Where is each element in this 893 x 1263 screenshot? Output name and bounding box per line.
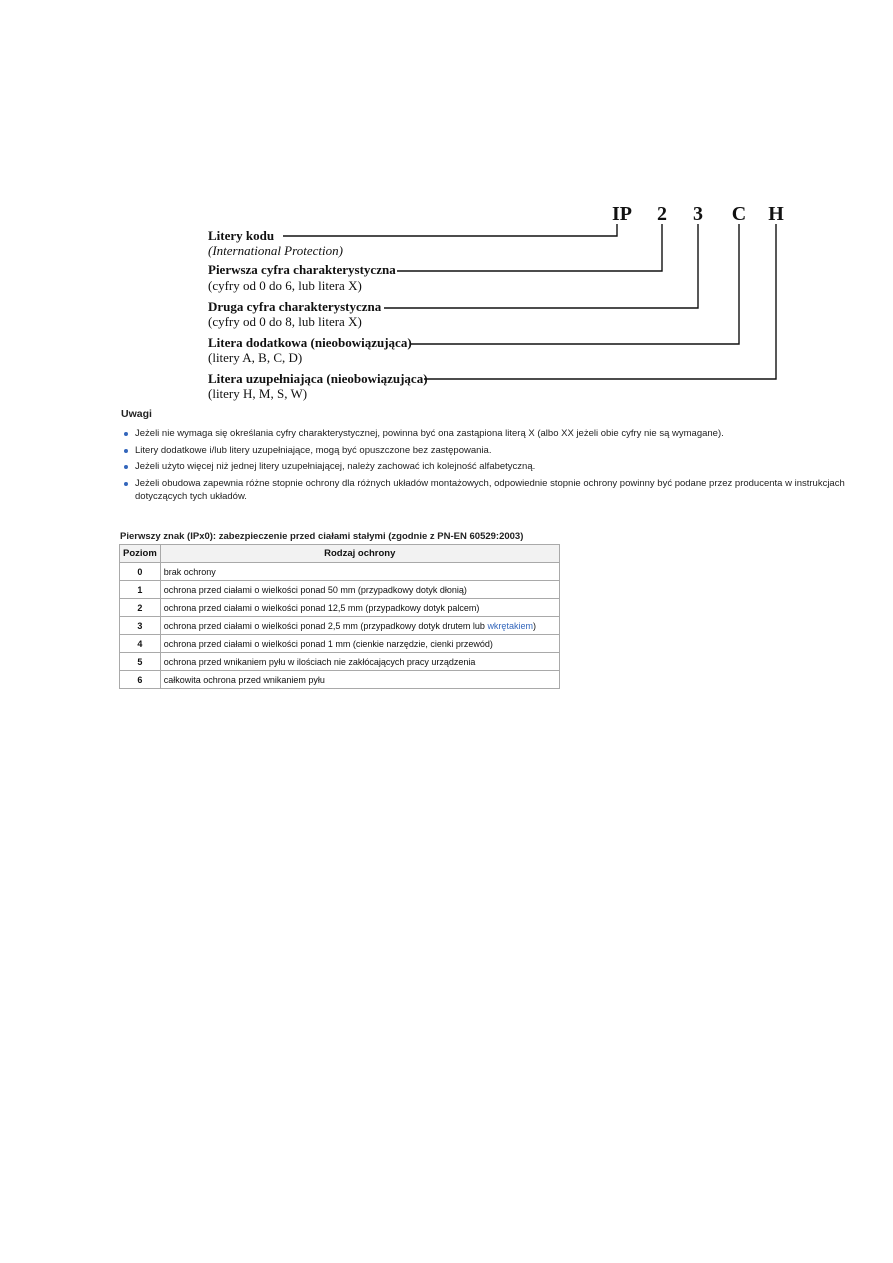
table-row xyxy=(120,581,560,599)
connector-line-first-digit xyxy=(397,224,662,271)
solid-protection-table xyxy=(119,544,560,689)
solid-protection-table-block xyxy=(119,531,560,689)
header-level: Poziom xyxy=(120,545,161,563)
row-description: ochrona przed ciałami o wielkości ponad 1 mm (cienkie narzędzie, cienki przewód) xyxy=(160,635,559,653)
table-row xyxy=(120,635,560,653)
item-label-second-digit: Druga cyfra charakterystyczna xyxy=(208,299,382,314)
item-sub-second-digit: (cyfry od 0 do 8, lub litera X) xyxy=(208,314,362,329)
row-level: 1 xyxy=(120,581,161,599)
item-sub-additional-letter: (litery A, B, C, D) xyxy=(208,350,303,365)
item-sub-supplementary-letter: (litery H, M, S, W) xyxy=(208,386,308,401)
item-label-additional-letter: Litera dodatkowa (nieobowiązująca) xyxy=(208,335,412,350)
row-description: ochrona przed ciałami o wielkości ponad 12,5 mm (przypadkowy dotyk palcem) xyxy=(160,599,559,617)
table-row xyxy=(120,599,560,617)
code-letter-first-digit: 2 xyxy=(657,203,667,225)
connector-line-additional xyxy=(410,224,739,344)
row-description xyxy=(160,617,559,635)
item-label-first-digit: Pierwsza cyfra charakterystyczna xyxy=(208,262,396,277)
ip-code-diagram xyxy=(0,0,893,410)
notes-list xyxy=(121,427,851,504)
code-letter-ip: IP xyxy=(612,203,632,225)
note-item: Jeżeli nie wymaga się określania cyfry charakterystycznej, powinna być ona zastąpiona literą X (albo XX jeżeli obie cyfry nie są wymagane). xyxy=(121,427,851,441)
header-protection-type: Rodzaj ochrony xyxy=(160,545,559,563)
item-sub-first-digit: (cyfry od 0 do 6, lub litera X) xyxy=(208,278,362,293)
table-header-row xyxy=(120,545,560,563)
row-description-text: ochrona przed ciałami o wielkości ponad 2,5 mm (przypadkowy dotyk drutem lub xyxy=(163,620,488,631)
row-level: 3 xyxy=(120,617,161,635)
table-row xyxy=(120,563,560,581)
row-description: ochrona przed wnikaniem pyłu w ilościach nie zakłócających pracy urządzenia xyxy=(160,653,559,671)
row-level: 6 xyxy=(120,671,161,689)
wkretak-link[interactable]: wkrętakiem xyxy=(487,620,533,631)
item-label-code-letters: Litery kodu xyxy=(208,228,275,243)
table-row xyxy=(120,653,560,671)
item-sub-code-letters: (International Protection) xyxy=(208,243,343,258)
notes-title: Uwagi xyxy=(121,408,152,420)
row-level: 0 xyxy=(120,563,161,581)
row-level: 5 xyxy=(120,653,161,671)
row-description: całkowita ochrona przed wnikaniem pyłu xyxy=(160,671,559,689)
row-description: ochrona przed ciałami o wielkości ponad 50 mm (przypadkowy dotyk dłonią) xyxy=(160,581,559,599)
code-letter-supplementary: H xyxy=(768,203,784,225)
row-level: 4 xyxy=(120,635,161,653)
row-description-end: ) xyxy=(532,620,536,631)
connector-line-ip xyxy=(283,224,617,236)
table-row xyxy=(120,617,560,635)
item-label-supplementary-letter: Litera uzupełniająca (nieobowiązująca) xyxy=(208,371,428,386)
note-item: Jeżeli użyto więcej niż jednej litery uzupełniającej, należy zachować ich kolejność alfabetyczną. xyxy=(121,460,851,474)
row-description: brak ochrony xyxy=(160,563,559,581)
note-item: Jeżeli obudowa zapewnia różne stopnie ochrony dla różnych układów montażowych, odpowiednie stopnie ochrony powinny być podane przez producenta w instrukcjach dotyczących tych układów. xyxy=(121,477,851,504)
connector-line-supplementary xyxy=(424,224,776,379)
row-level: 2 xyxy=(120,599,161,617)
note-item: Litery dodatkowe i/lub litery uzupełniające, mogą być opuszczone bez zastępowania. xyxy=(121,444,851,458)
table-row xyxy=(120,671,560,689)
notes-section xyxy=(121,408,851,507)
code-letter-second-digit: 3 xyxy=(693,203,703,225)
code-letter-additional: C xyxy=(731,203,747,225)
table-caption: Pierwszy znak (IPx0): zabezpieczenie przed ciałami stałymi (zgodnie z PN-EN 60529:2003) xyxy=(120,531,524,542)
